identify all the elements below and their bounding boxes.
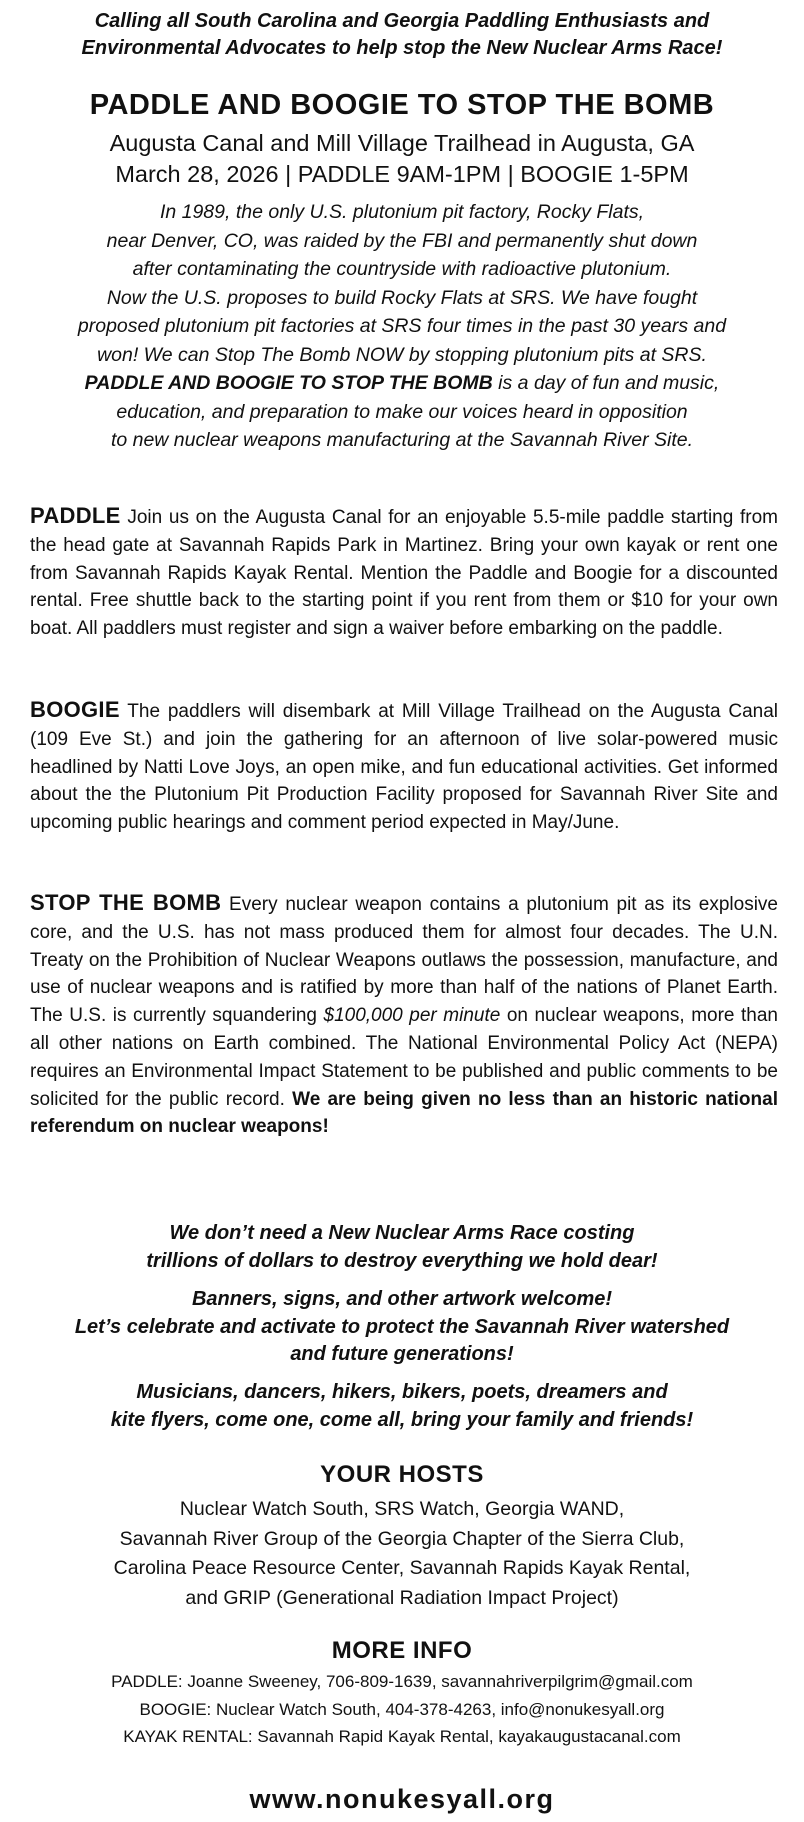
- lead-event-line: [20, 369, 784, 398]
- intro-line: Environmental Advocates to help stop the New Nuclear Arms Race!: [81, 37, 723, 59]
- lead-paragraph: [20, 198, 784, 455]
- boogie-text: The paddlers will disembark at Mill Village Trailhead on the Augusta Canal (109 Eve St.) and join the gathering for an afternoon of live solar-powered music headlined by Natti Love Joys, an open mike, and fun educational activities. Get informed about the the Plutonium Pit Production Facility proposed for Savannah River Site and upcoming public hearings and comment period expected in May/June.: [30, 701, 778, 834]
- hosts-title: YOUR HOSTS: [320, 1461, 484, 1488]
- paddle-section: [30, 502, 778, 643]
- lead-line: In 1989, the only U.S. plutonium pit factory, Rocky Flats,: [159, 201, 645, 223]
- lead-line: proposed plutonium pit factories at SRS four times in the past 30 years and: [77, 315, 727, 337]
- paddle-text: Join us on the Augusta Canal for an enjoyable 5.5-mile paddle starting from the head gate at Savannah Rapids Park in Martinez. Bring your own kayak or rent one from Savannah Rapids Kayak Rental. Mention the Paddle and Boogie for a discounted rental. Free shuttle back to the starting point if you rent from them or $10 for your own boat. All paddlers must register and sign a waiver before embarking on the paddle.: [30, 507, 779, 640]
- lead-line: Now the U.S. proposes to build Rocky Flats at SRS. We have fought: [106, 286, 698, 309]
- stop-text-italic: $100,000 per minute: [323, 1005, 501, 1027]
- lead-line: education, and preparation to make our voices heard in opposition: [116, 400, 688, 423]
- boogie-section: [30, 696, 778, 837]
- slogan-line: and future generations!: [290, 1343, 514, 1365]
- lead-line: near Denver, CO, was raided by the FBI and permanently shut down: [106, 229, 698, 252]
- more-info-title: MORE INFO: [331, 1637, 473, 1664]
- slogan-line: trillions of dollars to destroy everything we hold dear!: [146, 1249, 658, 1272]
- contact-boogie: BOOGIE: Nuclear Watch South, 404-378-4263, info@nonukesyall.org: [139, 1699, 665, 1719]
- lead-line: after contaminating the countryside with radioactive plutonium.: [132, 258, 672, 280]
- hosts-list: [20, 1495, 784, 1613]
- slogan-line: Musicians, dancers, hikers, bikers, poets, dreamers and: [136, 1381, 668, 1403]
- slogan-banners: [20, 1286, 784, 1369]
- stop-the-bomb-section: [30, 889, 778, 1141]
- slogan-musicians: [20, 1379, 784, 1434]
- lead-line: to new nuclear weapons manufacturing at the Savannah River Site.: [110, 429, 694, 451]
- intro-line: Calling all South Carolina and Georgia Paddling Enthusiasts and: [94, 10, 710, 32]
- boogie-heading: BOOGIE: [30, 697, 120, 722]
- event-title: PADDLE AND BOOGIE TO STOP THE BOMB: [89, 89, 715, 121]
- event-location: Augusta Canal and Mill Village Trailhead in Augusta, GA: [109, 130, 695, 156]
- more-info-list: [20, 1668, 784, 1751]
- host-line: and GRIP (Generational Radiation Impact Project): [185, 1586, 619, 1609]
- website-url: www.nonukesyall.org: [249, 1784, 555, 1814]
- slogan-line: We don’t need a New Nuclear Arms Race costing: [169, 1222, 635, 1244]
- slogan-line: kite flyers, come one, come all, bring your family and friends!: [110, 1408, 694, 1431]
- host-line: Savannah River Group of the Georgia Chapter of the Sierra Club,: [119, 1527, 685, 1550]
- slogan-arms-race: [20, 1220, 784, 1275]
- lead-line: won! We can Stop The Bomb NOW by stopping plutonium pits at SRS.: [97, 343, 707, 366]
- contact-kayak-rental: KAYAK RENTAL: Savannah Rapid Kayak Rental, kayakaugustacanal.com: [123, 1727, 681, 1746]
- paddle-heading: PADDLE: [30, 503, 121, 528]
- stop-text-part1: Every nuclear weapon contains a plutonium pit as its explosive core, and the U.S. has not mass produced them for almost four decades. The U.N. Treaty on the Prohibition of Nuclear Weapons outlaws the possession, manufacture, and use of nuclear weapons and is ratified by more than half of the nations of Planet Earth. The U.S. is currently squandering: [30, 894, 778, 1027]
- host-line: Nuclear Watch South, SRS Watch, Georgia WAND,: [179, 1498, 625, 1520]
- lead-event-desc: is a day of fun and music,: [492, 372, 720, 394]
- host-line: Carolina Peace Resource Center, Savannah Rapids Kayak Rental,: [113, 1557, 691, 1579]
- stop-text-part2: on nuclear weapons, more than all other nations on Earth combined. The National Environmental Policy Act (NEPA) requires an Environmental Impact Statement to be published and public comments to be solicited for the public record.: [30, 1005, 778, 1110]
- contact-paddle: PADDLE: Joanne Sweeney, 706-809-1639, savannahriverpilgrim@gmail.com: [111, 1672, 693, 1691]
- lead-event-name: PADDLE AND BOOGIE TO STOP THE BOMB: [84, 372, 493, 394]
- stop-the-bomb-heading: STOP THE BOMB: [30, 890, 222, 915]
- event-date-times: March 28, 2026 | PADDLE 9AM-1PM | BOOGIE 1-5PM: [115, 161, 689, 187]
- slogan-line: Let’s celebrate and activate to protect the Savannah River watershed: [74, 1315, 730, 1338]
- intro-callout: [20, 8, 784, 62]
- stop-text-bold: We are being given no less than an historic national referendum on nuclear weapons!: [30, 1088, 778, 1138]
- slogan-line: Banners, signs, and other artwork welcome!: [191, 1288, 613, 1310]
